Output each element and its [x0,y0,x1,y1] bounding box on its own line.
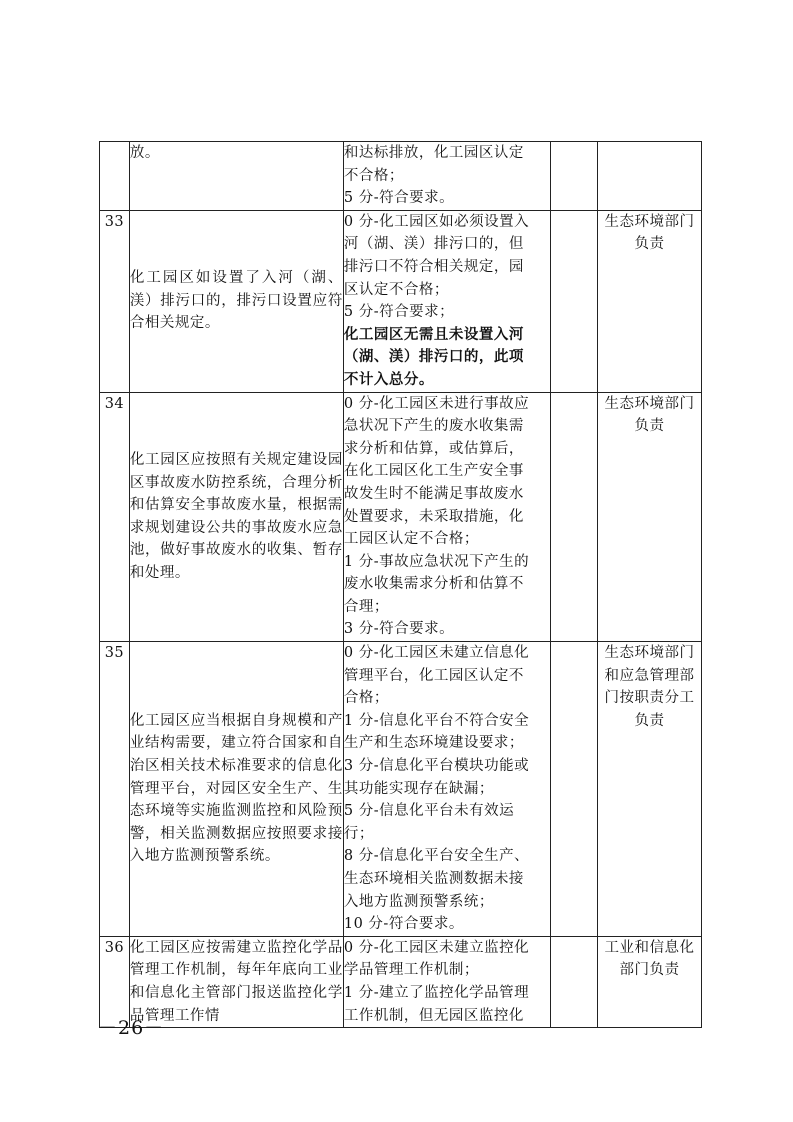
department-cell: 生态环境部门和应急管理部门按职责分工负责 [598,642,702,937]
scoring-line: 1 分-事故应急状况下产生的 [343,553,530,570]
evaluation-table [99,141,702,1028]
scoring-line: 和达标排放，化工园区认定 [343,145,524,161]
scoring-standard-cell [343,936,550,1027]
table-row [100,142,702,211]
department-cell: 生态环境部门负责 [598,392,702,642]
scoring-line: 学品管理工作机制； [343,962,479,979]
scoring-line: 其功能实现存在缺漏； [343,780,494,797]
scoring-line: 行； [343,825,374,842]
scoring-standard-cell [343,142,550,211]
requirement-cell: 化工园区应按需建立监控化学品管理工作机制，每年年底向工业和信息化主管部门报送监控化学品管理工作情 [129,936,343,1027]
scoring-line: 1 分-信息化平台不符合安全 [343,712,530,729]
scoring-line: 5 分-信息化平台未有效运 [343,803,515,820]
scoring-line: 合理； [343,598,389,615]
item-number: 34 [100,392,130,642]
scoring-standard-cell [343,210,550,392]
scoring-line: 0 分-化工园区未建立信息化 [343,645,530,662]
item-number [100,142,130,211]
table-row [100,392,702,642]
table-body [100,142,702,1028]
table-row [100,936,702,1027]
scoring-line: 河（湖、渼）排污口的，但 [343,236,524,253]
scoring-standard-cell [343,392,550,642]
scoring-line: 5 分-符合要求。 [343,190,455,207]
scoring-standard-cell [343,642,550,937]
scoring-line: 0 分-化工园区未建立监控化 [343,939,530,956]
scoring-line: 处置要求，未采取措施，化 [343,508,524,525]
table-row [100,210,702,392]
scoring-line: 工园区认定不合格； [343,531,479,548]
scoring-line: 3 分-信息化平台模块功能或 [343,758,530,775]
page-number: －26－ [98,1017,165,1039]
item-number: 35 [100,642,130,937]
department-cell: 工业和信息化部门负责 [598,936,702,1027]
scoring-line: 排污口不符合相关规定，园 [343,258,524,275]
scoring-line: 合格； [343,690,389,707]
scoring-line: 在化工园区化工生产安全事 [343,463,524,480]
scoring-line: 急状况下产生的废水收集需 [343,418,524,435]
scoring-line: 10 分-符合要求。 [343,916,464,933]
department-cell [598,142,702,211]
score-cell [550,392,597,642]
scoring-line: 管理平台，化工园区认定不 [343,667,524,684]
score-cell [550,642,597,937]
scoring-line: （湖、渼）排污口的，此项 [343,348,524,366]
item-number: 33 [100,210,130,392]
requirement-cell: 放。 [129,142,343,211]
scoring-line: 化工园区无需且未设置入河 [343,325,524,343]
scoring-line: 生产和生态环境建设要求； [343,735,524,752]
scoring-line: 3 分-符合要求。 [343,621,455,638]
score-cell [550,936,597,1027]
scoring-line: 区认定不合格； [343,281,449,298]
scoring-line: 8 分-信息化平台安全生产、 [343,848,530,865]
scoring-line: 1 分-建立了监控化学品管理 [343,984,530,1001]
scoring-line: 不合格； [343,167,404,184]
score-cell [550,142,597,211]
scoring-line: 求分析和估算，或估算后， [343,440,524,457]
requirement-cell: 化工园区应当根据自身规模和产业结构需要，建立符合国家和自治区相关技术标准要求的信息化管理平台，对园区安全生产、生态环境等实施监测监控和风险预警，相关监测数据应按照要求接入地方监测预警系统。 [129,642,343,937]
requirement-cell: 化工园区如设置了入河（湖、渼）排污口的，排污口设置应符合相关规定。 [129,210,343,392]
department-cell: 生态环境部门负责 [598,210,702,392]
scoring-line: 不计入总分。 [343,370,434,388]
scoring-line: 废水收集需求分析和估算不 [343,576,524,593]
scoring-line: 0 分-化工园区如必须设置入 [343,213,530,230]
table-row [100,642,702,937]
scoring-line: 生态环境相关监测数据未接 [343,871,524,887]
scoring-line: 工作机制，但无园区监控化 [343,1007,524,1024]
scoring-line: 入地方监测预警系统； [343,893,494,910]
scoring-line: 故发生时不能满足事故废水 [343,485,524,502]
item-number: 36 [100,936,130,1027]
requirement-cell: 化工园区应按照有关规定建设园区事故废水防控系统，合理分析和估算安全事故废水量，根据需求规划建设公共的事故废水应急池，做好事故废水的收集、暂存和处理。 [129,392,343,642]
scoring-line: 0 分-化工园区未进行事故应 [343,395,530,412]
scoring-line: 5 分-符合要求； [343,304,455,321]
score-cell [550,210,597,392]
